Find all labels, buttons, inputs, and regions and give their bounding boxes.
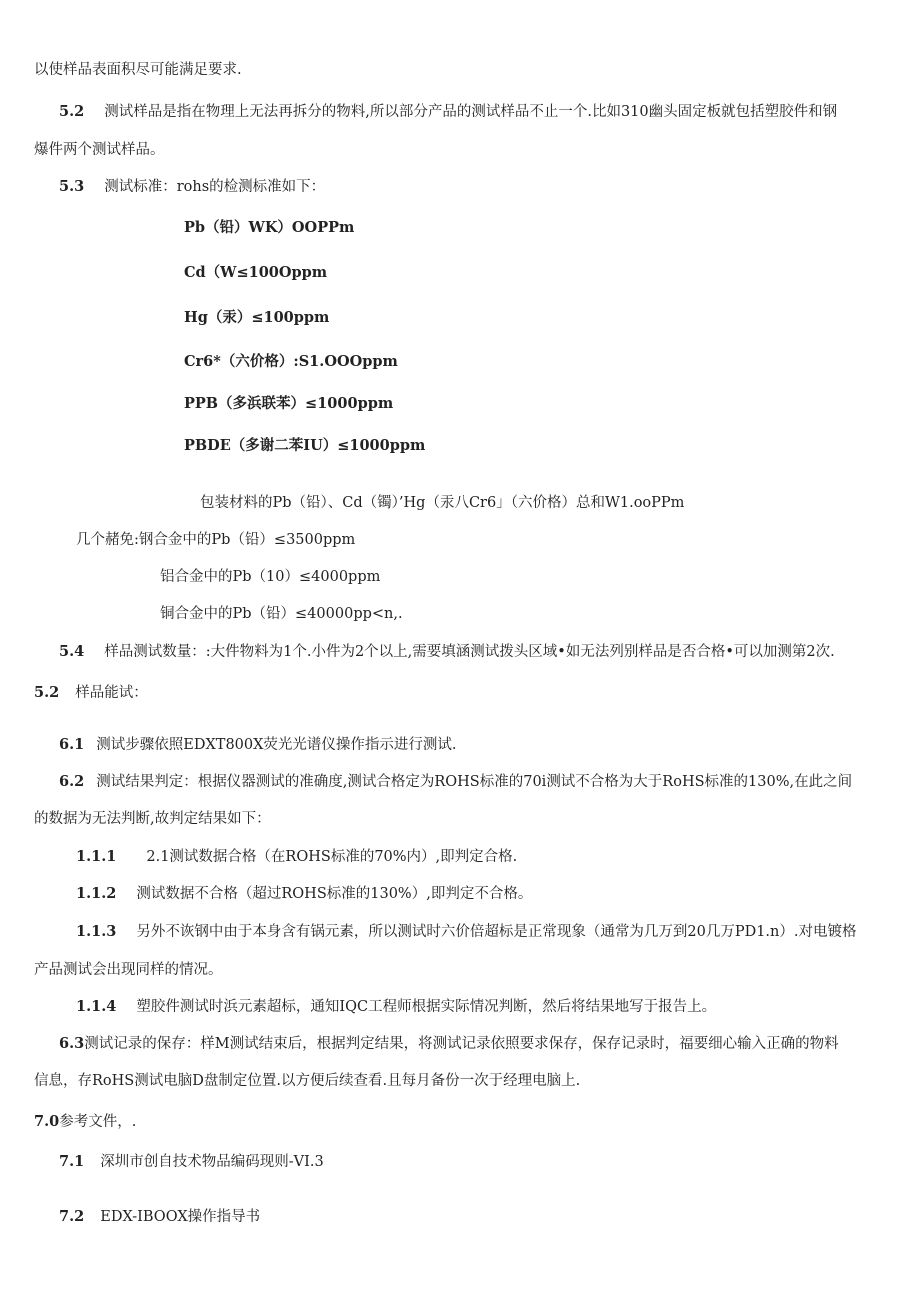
limit-cr6: Cr6*（六价格）:S1.OOOppm: [184, 353, 398, 370]
limit-cd: Cd（W≤100Oppm: [184, 264, 328, 281]
section-1-1-4: 1.1.4 塑胶件测试时浜元素超标，通知IQC工程师根据实际情况判断，然后将结果地写于报告上。: [76, 998, 717, 1015]
section-heading-5-2: 5.2 样品能试：: [34, 684, 148, 701]
section-1-1-1: 1.1.1 2.1测试数据合格（在ROHS标准的70%内）,即判定合格.: [76, 848, 518, 865]
reference-7-1: 7.1 深圳市创自技术物品编码现则-VI.3: [59, 1153, 324, 1170]
section-5-4: 5.4 样品测试数量：:大件物料为1个.小件为2个以上,需要填涵测试拨头区域•如无法列别样品是否合格•可以加测第2次.: [59, 643, 835, 660]
limit-pbde: PBDE（多谢二苯IU）≤1000ppm: [184, 437, 426, 454]
text-line: 信息，存RoHS测试电脑D盘制定位置.以方便后续查看.且每月备份一次于经理电脑上.: [34, 1073, 581, 1089]
text-line: 以使样品表面积尽可能满足要求.: [34, 62, 242, 78]
section-6-1: 6.1 测试步骤依照EDXT800X荧光光谱仪操作指示进行测试.: [59, 736, 457, 753]
section-5-3: 5.3 测试标准：rohs的检测标准如下：: [59, 178, 326, 195]
limit-hg: Hg（汞）≤100ppm: [184, 309, 330, 326]
limit-pb: Pb（铅）WK）OOPPm: [184, 219, 355, 236]
text-line: 的数据为无法判断,故判定结果如下：: [34, 811, 271, 827]
section-6-3: 6.3测试记录的保存：样M测试结束后，根据判定结果，将测试记录依照要求保存，保存记录时，福要细心输入正确的物料: [59, 1035, 839, 1052]
exemption-steel: 几个赭免:钢合金中的Pb（铅）≤3500ppm: [76, 532, 356, 548]
section-1-1-2: 1.1.2 测试数据不合格（超过ROHS标准的130%）,即判定不合格。: [76, 885, 533, 902]
reference-7-2: 7.2 EDX-IBOOX操作指导书: [59, 1208, 261, 1225]
text-line: 爆件两个测试样品。: [34, 142, 165, 158]
packaging-limit: 包装材料的Pb（铅）、Cd（镯）’Hg（汞八Cr6」（六价格）总和W1.ooPPm: [200, 495, 685, 511]
section-1-1-3: 1.1.3 另外不诙钢中由于本身含有锅元素，所以测试时六价倍超标是正常现象（通常为几万到20几万PD1.n）.对电镀格: [76, 923, 857, 940]
limit-ppb: PPB（多浜联苯）≤1000ppm: [184, 395, 394, 412]
section-5-2: 5.2 测试样品是指在物理上无法再拆分的物料,所以部分产品的测试样品不止一个.比如310幽头固定板就包括塑胶件和钢: [59, 103, 838, 120]
text-line: 产品测试会出现同样的情况。: [34, 962, 223, 978]
exemption-aluminum: 铝合金中的Pb（10）≤4000ppm: [160, 569, 381, 585]
section-6-2: 6.2 测试结果判定：根据仪器测试的准确度,测试合格定为ROHS标准的70i测试不合格为大于RoHS标准的130%,在此之间: [59, 773, 853, 790]
exemption-copper: 铜合金中的Pb（铅）≤40000pp<n,.: [160, 606, 403, 622]
section-7-0: 7.0参考文件，.: [34, 1113, 137, 1130]
